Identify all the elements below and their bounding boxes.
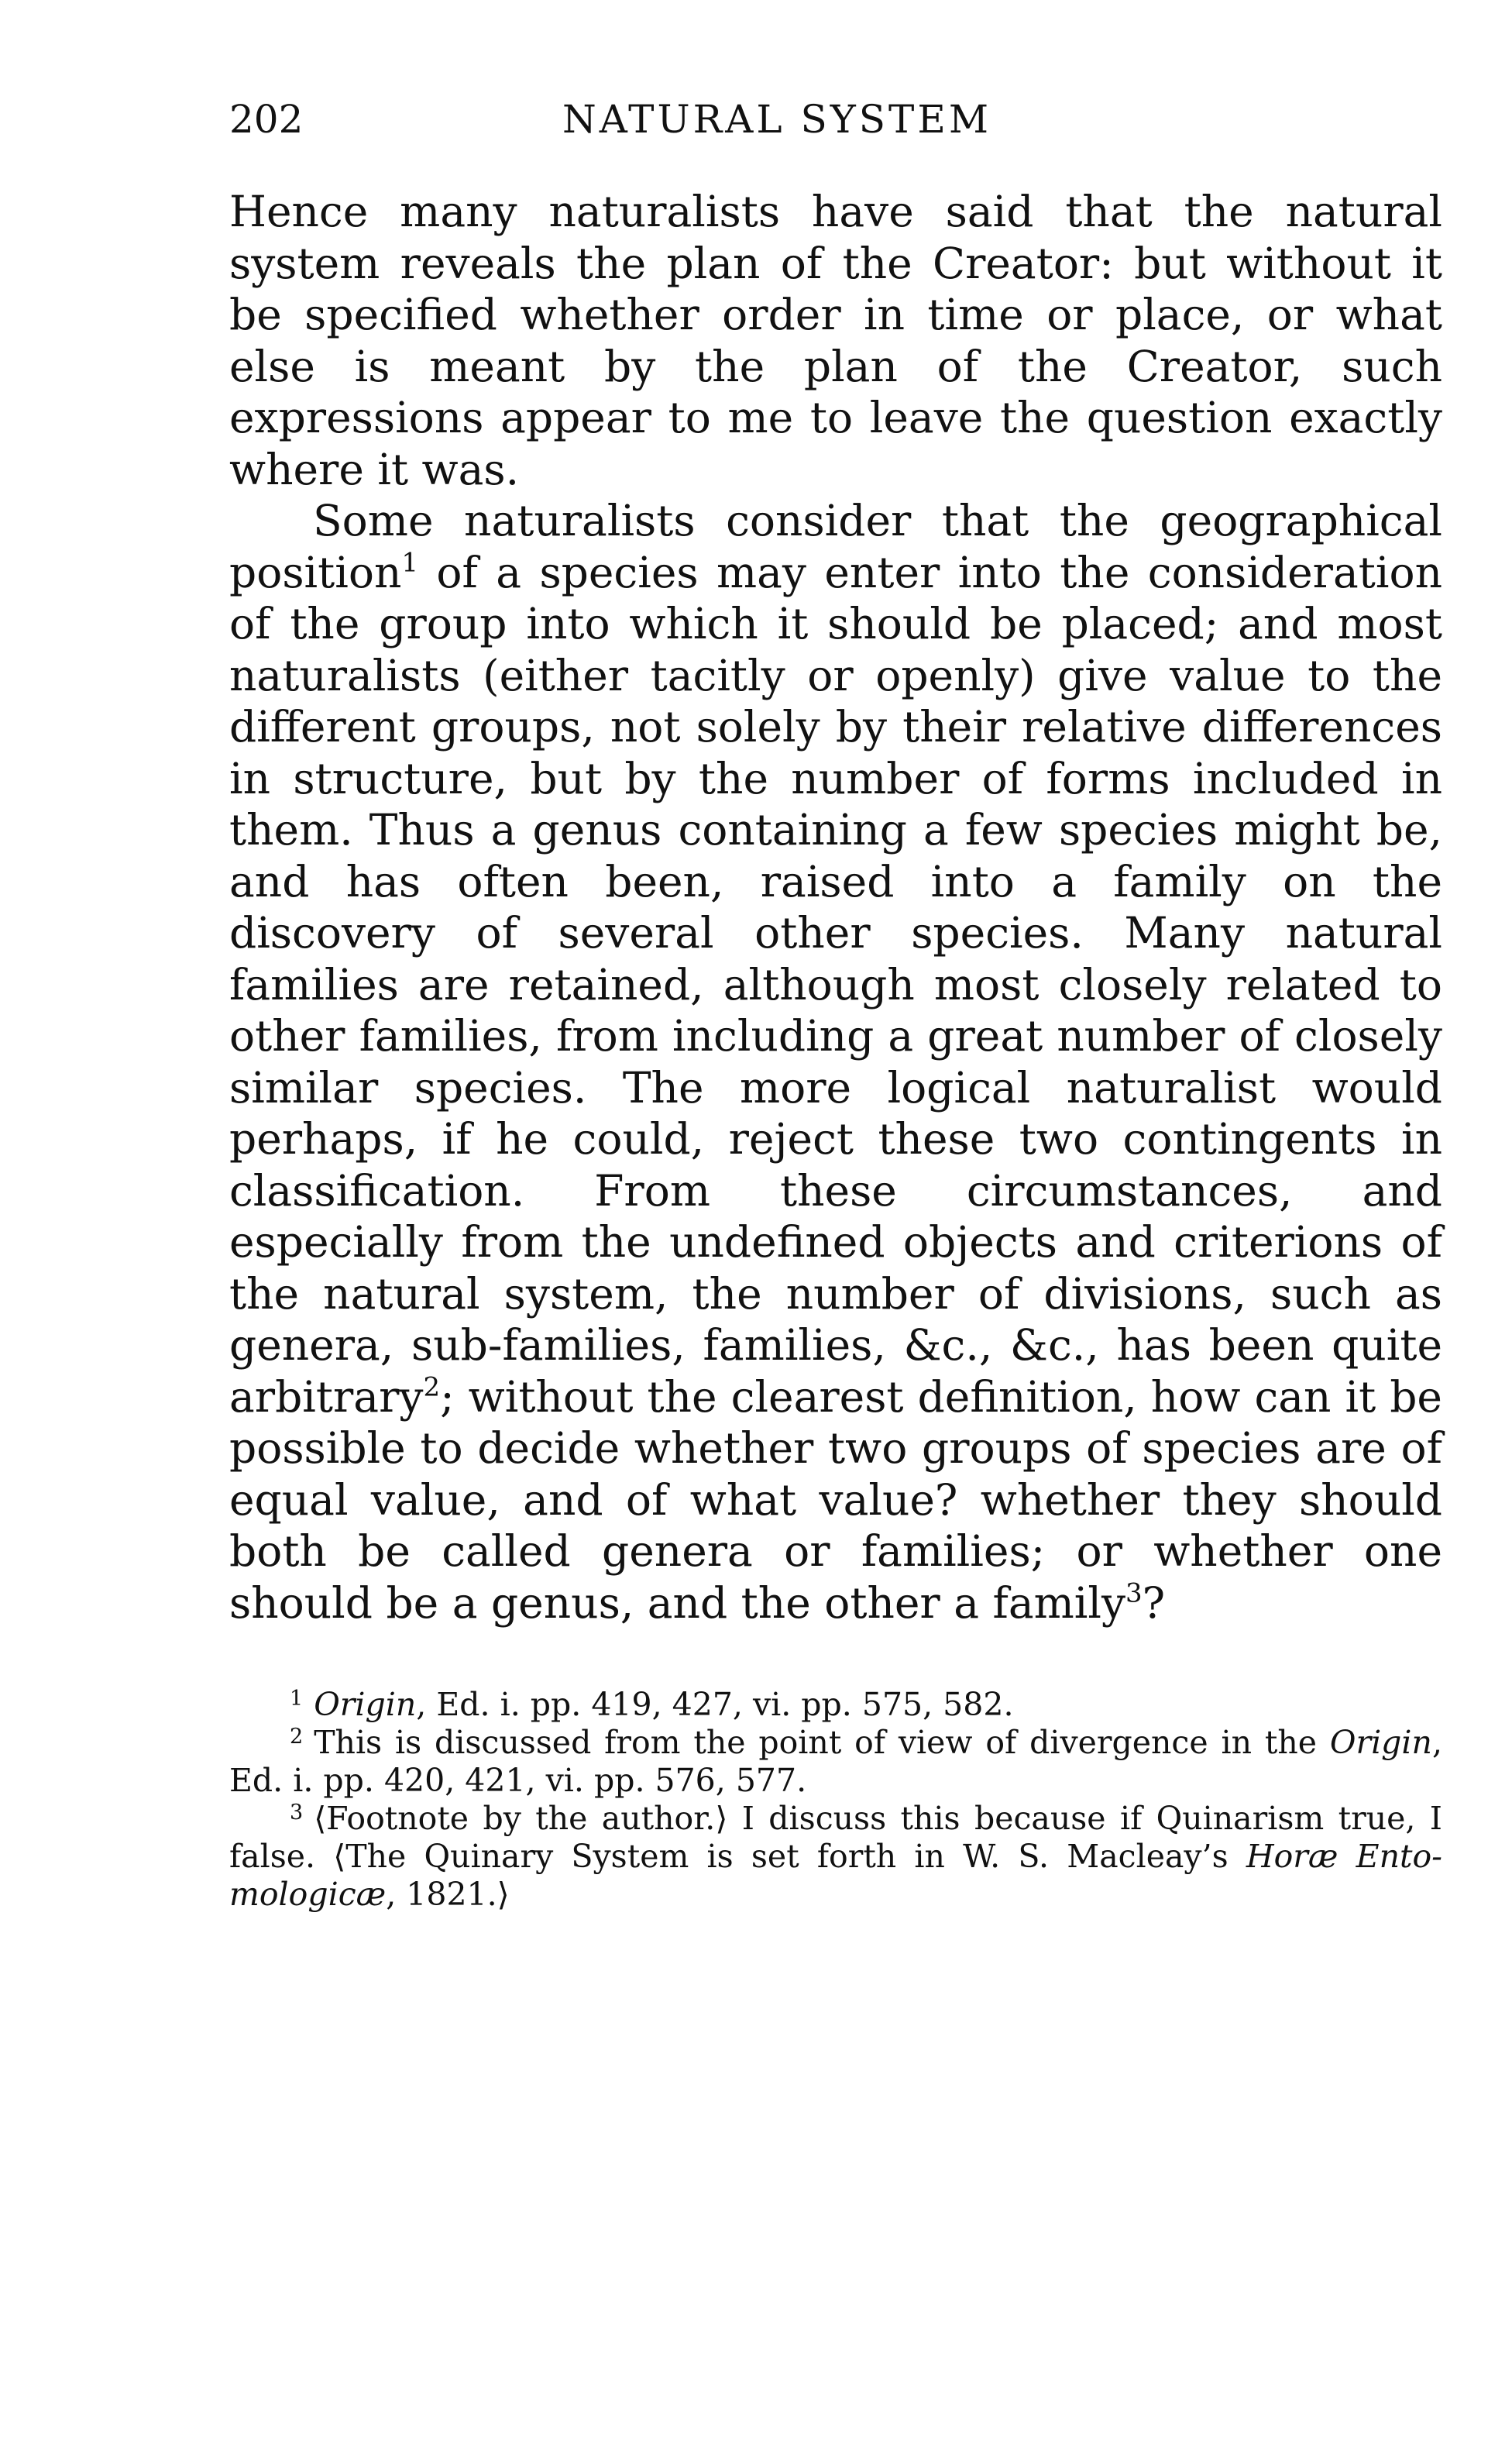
footnote-reference[interactable]: 3 <box>1125 1577 1143 1609</box>
footnote-marker: 1 <box>290 1686 304 1711</box>
footnote <box>229 1686 1442 1724</box>
footnote-marker: 3 <box>290 1800 304 1825</box>
running-title: NATURAL SYSTEM <box>562 97 992 142</box>
footnote-text: This is discussed from the point of view of divergence in the <box>314 1724 1330 1761</box>
paragraph-text: of a species may enter into the consideration of the group into which it should be placed; and most naturalists (either tacitly or openly) give value to the different groups, not solely by their relative differences in structure, but by the number of forms included in them. Thus a genus containing a few species might be, and has often been, raised into a family on the discovery of several other species. Many natural families are retained, although most closely related to other families, from including a great number of closely similar species. The more logical naturalist would perhaps, if he could, reject these two contingents in classification. From these circumstances, and especially from the undefined objects and criterions of the natural system, the number of divisions, such as genera, sub-families, families, &c., &c., has been quite arbitrary <box>229 547 1442 1422</box>
paragraph-text: ; without the clearest definition, how can it be possible to decide whether two groups of species are of equal value, and of what value? whether they should both be called genera or families; or whether one should be a genus, and the other a family <box>229 1371 1442 1628</box>
footnote-text: , 1821.⟩ <box>386 1876 510 1913</box>
footnote <box>229 1724 1442 1800</box>
paragraph <box>229 186 1442 495</box>
footnote-text: ⟨Footnote by the author.⟩ I discuss this because if Quinarism true, I false. ⟨The Quinary System is set forth in W. S. Macleay’s <box>229 1800 1442 1875</box>
body-text <box>229 186 1442 1629</box>
page-number: 202 <box>229 97 304 142</box>
footnote-title: Horæ Entomologicæ <box>229 1838 1442 1913</box>
paragraph-text: ? <box>1142 1577 1166 1628</box>
footnote-title: Origin <box>314 1686 417 1723</box>
footnote-text: , Ed. i. pp. 420, 421, vi. pp. 576, 577. <box>229 1724 1442 1799</box>
book-page <box>229 87 1442 1914</box>
footnote-reference[interactable]: 1 <box>401 547 419 579</box>
footnote-reference[interactable]: 2 <box>423 1371 441 1403</box>
paragraph <box>229 495 1442 1629</box>
paragraph-text: Some naturalists consider that the geographical position <box>229 496 1442 597</box>
footnote-text: , Ed. i. pp. 419, 427, vi. pp. 575, 582. <box>416 1686 1014 1723</box>
footnote-title: Origin <box>1329 1724 1432 1761</box>
footnote-marker: 2 <box>290 1724 304 1749</box>
footnotes <box>229 1686 1442 1914</box>
paragraph-text: Hence many naturalists have said that the natural system reveals the plan of the Creator: but without it be specified whether order in time or place, or what else is meant by the plan of the Creator, such expressions appear to me to leave the question exactly where it was. <box>229 187 1442 494</box>
running-head <box>229 87 1442 152</box>
footnote <box>229 1800 1442 1914</box>
